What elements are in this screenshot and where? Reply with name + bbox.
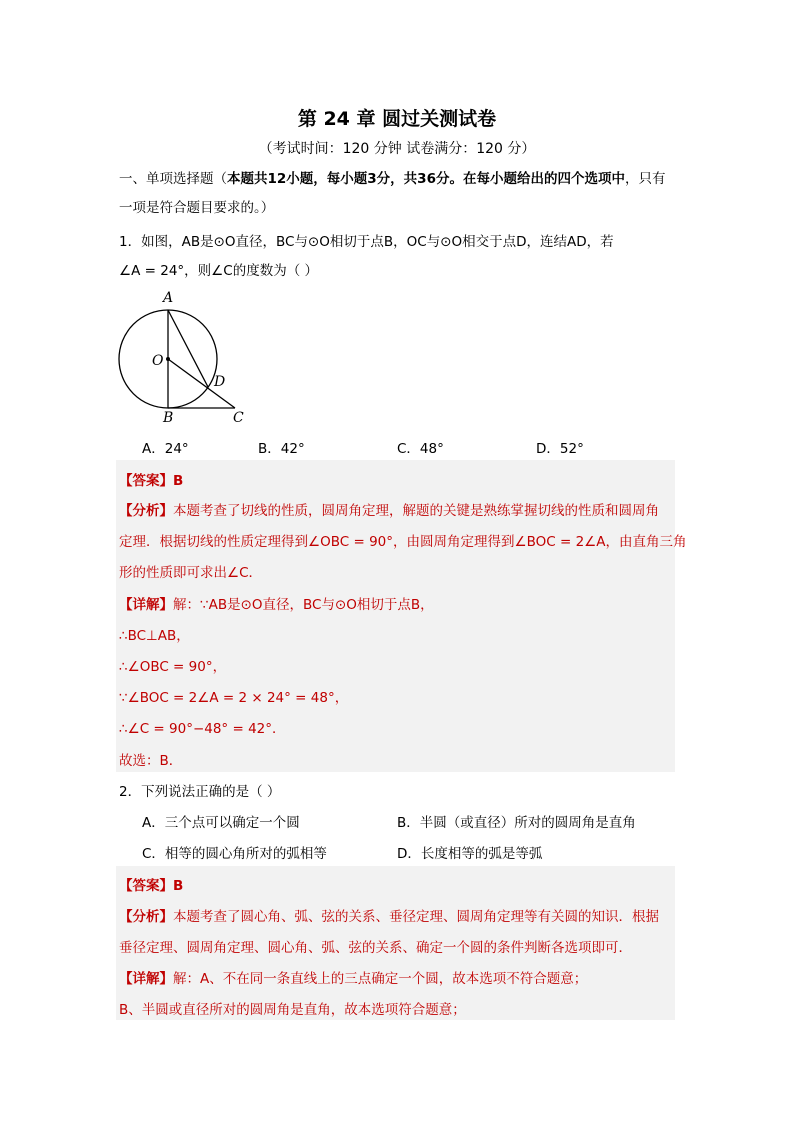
q1-detail-line4: ∵∠BOC = 2∠A = 2 × 24° = 48°， — [119, 690, 349, 706]
q2-stem: 2．下列说法正确的是（ ） — [119, 784, 281, 800]
q2-analysis-line2: 垂径定理、圆周角定理、圆心角、弧、弦的关系、确定一个圆的条件判断各选项即可． — [119, 940, 632, 956]
label-b: B — [163, 410, 174, 426]
center-point-o — [166, 357, 170, 361]
section-intro-c: 四个选项中 — [557, 171, 625, 187]
q1-detail-line2: ∴BC⊥AB， — [119, 628, 190, 644]
section-intro-d: ，只有 — [624, 171, 666, 187]
q2-analysis-line1 — [119, 905, 659, 925]
q1-option-d: D．52° — [536, 441, 584, 457]
q2-detail-line2: B、半圆或直径所对的圆周角是直角，故本选项符合题意； — [119, 1002, 466, 1018]
q2-option-a: A．三个点可以确定一个圆 — [142, 815, 300, 831]
q1-detail-line5: ∴∠C = 90°−48° = 42°． — [119, 721, 286, 737]
q1-analysis-line3: 形的性质即可求出∠C． — [119, 565, 263, 581]
q1-answer — [119, 469, 183, 489]
label-o: O — [152, 353, 164, 369]
q2-analysis-tag: 【分析】 — [119, 909, 173, 925]
q1-detail-text1: 解：∵AB是⊙O直径，BC与⊙O相切于点B， — [173, 597, 434, 613]
label-a: A — [163, 290, 174, 306]
segment-ad — [168, 310, 208, 387]
q1-stem-line1: 1．如图，AB是⊙O直径，BC与⊙O相切于点B，OC与⊙O相交于点D，连结AD，若 — [119, 234, 614, 250]
section-intro-b: 本题共12小题，每小题3分，共36分。在每小题给出的 — [227, 171, 558, 187]
q1-detail-tag: 【详解】 — [119, 597, 173, 613]
q1-detail-line1 — [119, 593, 434, 613]
q2-answer-value: B — [173, 878, 184, 894]
q2-detail-line1 — [119, 967, 587, 987]
q1-stem-line2: ∠A = 24°，则∠C的度数为（ ） — [119, 263, 318, 279]
q2-analysis-text1: 本题考查了圆心角、弧、弦的关系、垂径定理、圆周角定理等有关圆的知识．根据 — [173, 909, 659, 925]
q1-detail-line3: ∴∠OBC = 90°， — [119, 659, 227, 675]
section-intro-line2: 一项是符合题目要求的。） — [119, 200, 275, 216]
page-title: 第 24 章 圆过关测试卷 — [297, 108, 497, 130]
q2-detail-tag: 【详解】 — [119, 971, 173, 987]
q1-analysis-line1 — [119, 499, 659, 519]
q1-geometry-figure — [112, 286, 257, 426]
q1-analysis-text1: 本题考查了切线的性质，圆周角定理，解题的关键是熟练掌握切线的性质和圆周角 — [173, 503, 659, 519]
label-d: D — [214, 374, 226, 390]
exam-info: （考试时间：120 分钟 试卷满分：120 分） — [258, 141, 536, 157]
q1-option-c: C．48° — [397, 441, 444, 457]
q1-option-b: B．42° — [258, 441, 305, 457]
q2-option-b: B．半圆（或直径）所对的圆周角是直角 — [397, 815, 636, 831]
q1-answer-tag: 【答案】 — [119, 473, 173, 489]
q1-detail-line6: 故选：B． — [119, 753, 183, 769]
section-intro-a: 一、单项选择题（ — [119, 171, 227, 187]
q1-analysis-tag: 【分析】 — [119, 503, 173, 519]
q2-answer-tag: 【答案】 — [119, 878, 173, 894]
q2-option-d: D．长度相等的弧是等弧 — [397, 846, 543, 862]
q2-answer — [119, 874, 183, 894]
label-c: C — [233, 410, 244, 426]
q2-option-c: C．相等的圆心角所对的弧相等 — [142, 846, 327, 862]
q1-answer-value: B — [173, 473, 184, 489]
q2-detail-text1: 解：A、不在同一条直线上的三点确定一个圆，故本选项不符合题意； — [173, 971, 588, 987]
q1-analysis-line2: 定理．根据切线的性质定理得到∠OBC = 90°，由圆周角定理得到∠BOC = 2∠A，由直角三角 — [119, 534, 687, 550]
q1-option-a: A．24° — [142, 441, 189, 457]
section-intro-line1 — [119, 167, 665, 187]
